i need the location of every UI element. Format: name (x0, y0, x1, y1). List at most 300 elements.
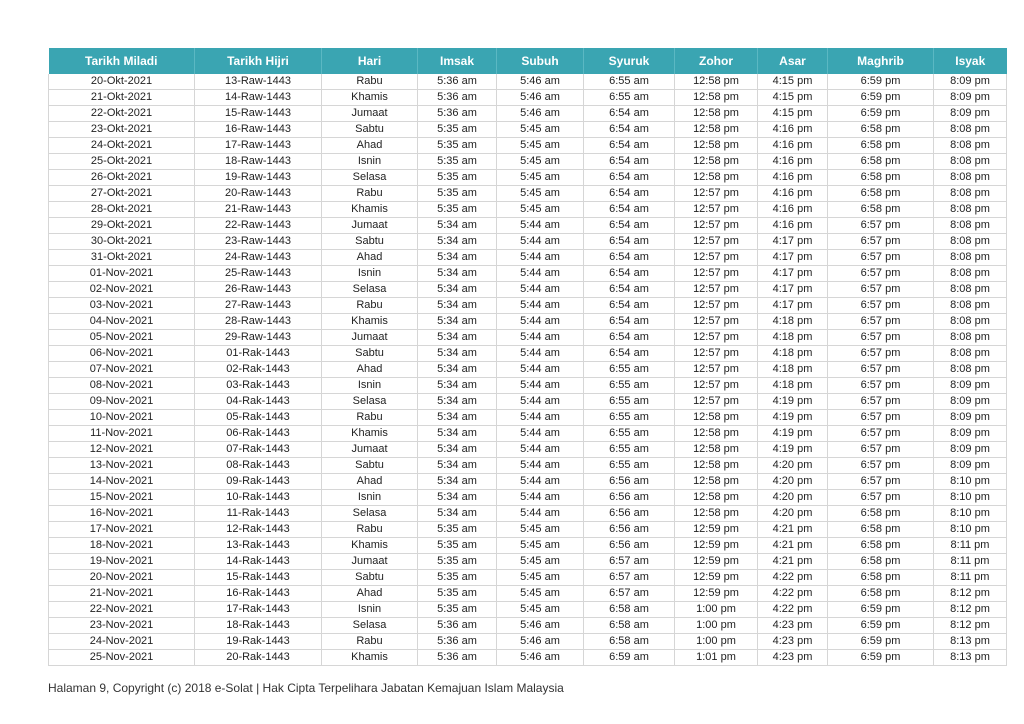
cell-maghrib: 6:59 pm (828, 634, 934, 650)
cell-asar: 4:20 pm (758, 490, 828, 506)
cell-asar: 4:18 pm (758, 346, 828, 362)
cell-syuruk: 6:54 am (584, 234, 675, 250)
cell-tarikh-hijri: 28-Raw-1443 (195, 314, 322, 330)
cell-asar: 4:17 pm (758, 298, 828, 314)
cell-hari: Sabtu (322, 570, 418, 586)
column-header-subuh: Subuh (497, 48, 584, 74)
cell-zohor: 12:57 pm (675, 250, 758, 266)
cell-imsak: 5:35 am (418, 602, 497, 618)
cell-maghrib: 6:59 pm (828, 90, 934, 106)
cell-zohor: 12:58 pm (675, 474, 758, 490)
cell-subuh: 5:44 am (497, 378, 584, 394)
cell-isyak: 8:12 pm (934, 618, 1007, 634)
cell-subuh: 5:44 am (497, 426, 584, 442)
cell-hari: Khamis (322, 426, 418, 442)
cell-imsak: 5:36 am (418, 634, 497, 650)
cell-tarikh-miladi: 04-Nov-2021 (49, 314, 195, 330)
cell-hari: Jumaat (322, 442, 418, 458)
cell-isyak: 8:09 pm (934, 378, 1007, 394)
cell-hari: Ahad (322, 586, 418, 602)
cell-syuruk: 6:54 am (584, 314, 675, 330)
cell-hari: Isnin (322, 602, 418, 618)
cell-tarikh-miladi: 25-Nov-2021 (49, 650, 195, 666)
table-row (49, 410, 1007, 426)
cell-zohor: 12:58 pm (675, 106, 758, 122)
cell-zohor: 1:00 pm (675, 602, 758, 618)
cell-zohor: 12:59 pm (675, 570, 758, 586)
cell-maghrib: 6:57 pm (828, 282, 934, 298)
cell-imsak: 5:34 am (418, 362, 497, 378)
cell-hari: Khamis (322, 538, 418, 554)
cell-zohor: 12:57 pm (675, 218, 758, 234)
cell-zohor: 12:58 pm (675, 442, 758, 458)
cell-subuh: 5:44 am (497, 362, 584, 378)
cell-isyak: 8:08 pm (934, 266, 1007, 282)
cell-tarikh-hijri: 13-Rak-1443 (195, 538, 322, 554)
cell-subuh: 5:46 am (497, 74, 584, 90)
cell-zohor: 12:57 pm (675, 394, 758, 410)
table-row (49, 650, 1007, 666)
table-row (49, 74, 1007, 90)
table-row (49, 602, 1007, 618)
cell-zohor: 12:59 pm (675, 522, 758, 538)
cell-imsak: 5:34 am (418, 426, 497, 442)
cell-zohor: 12:57 pm (675, 202, 758, 218)
cell-tarikh-hijri: 19-Raw-1443 (195, 170, 322, 186)
cell-subuh: 5:45 am (497, 538, 584, 554)
cell-isyak: 8:09 pm (934, 394, 1007, 410)
cell-imsak: 5:34 am (418, 394, 497, 410)
cell-tarikh-hijri: 06-Rak-1443 (195, 426, 322, 442)
cell-asar: 4:23 pm (758, 618, 828, 634)
cell-subuh: 5:44 am (497, 506, 584, 522)
cell-syuruk: 6:54 am (584, 218, 675, 234)
cell-tarikh-hijri: 09-Rak-1443 (195, 474, 322, 490)
cell-isyak: 8:08 pm (934, 154, 1007, 170)
cell-imsak: 5:36 am (418, 74, 497, 90)
cell-tarikh-miladi: 30-Okt-2021 (49, 234, 195, 250)
cell-zohor: 12:58 pm (675, 426, 758, 442)
table-row (49, 314, 1007, 330)
cell-asar: 4:20 pm (758, 458, 828, 474)
cell-asar: 4:18 pm (758, 314, 828, 330)
cell-imsak: 5:34 am (418, 506, 497, 522)
cell-tarikh-miladi: 15-Nov-2021 (49, 490, 195, 506)
table-row (49, 490, 1007, 506)
cell-hari: Isnin (322, 378, 418, 394)
cell-imsak: 5:34 am (418, 346, 497, 362)
cell-maghrib: 6:58 pm (828, 154, 934, 170)
cell-asar: 4:22 pm (758, 586, 828, 602)
cell-syuruk: 6:55 am (584, 394, 675, 410)
table-row (49, 378, 1007, 394)
cell-isyak: 8:11 pm (934, 554, 1007, 570)
cell-hari: Sabtu (322, 458, 418, 474)
cell-zohor: 12:57 pm (675, 362, 758, 378)
cell-imsak: 5:35 am (418, 138, 497, 154)
cell-isyak: 8:09 pm (934, 410, 1007, 426)
table-row (49, 538, 1007, 554)
page-footer: Halaman 9, Copyright (c) 2018 e-Solat | Hak Cipta Terpelihara Jabatan Kemajuan Islam Malaysia (48, 681, 564, 695)
cell-tarikh-miladi: 22-Okt-2021 (49, 106, 195, 122)
cell-zohor: 1:00 pm (675, 618, 758, 634)
column-header-imsak: Imsak (418, 48, 497, 74)
cell-syuruk: 6:57 am (584, 586, 675, 602)
cell-hari: Isnin (322, 154, 418, 170)
cell-tarikh-hijri: 23-Raw-1443 (195, 234, 322, 250)
cell-subuh: 5:45 am (497, 186, 584, 202)
cell-asar: 4:22 pm (758, 602, 828, 618)
table-row (49, 186, 1007, 202)
cell-tarikh-miladi: 25-Okt-2021 (49, 154, 195, 170)
table-row (49, 170, 1007, 186)
cell-imsak: 5:35 am (418, 570, 497, 586)
cell-syuruk: 6:54 am (584, 282, 675, 298)
cell-maghrib: 6:57 pm (828, 250, 934, 266)
cell-zohor: 12:57 pm (675, 314, 758, 330)
cell-tarikh-hijri: 05-Rak-1443 (195, 410, 322, 426)
cell-hari: Khamis (322, 202, 418, 218)
cell-imsak: 5:34 am (418, 298, 497, 314)
cell-syuruk: 6:54 am (584, 250, 675, 266)
table-row (49, 202, 1007, 218)
cell-tarikh-hijri: 14-Raw-1443 (195, 90, 322, 106)
cell-imsak: 5:34 am (418, 218, 497, 234)
table-row (49, 298, 1007, 314)
cell-subuh: 5:45 am (497, 554, 584, 570)
cell-syuruk: 6:54 am (584, 186, 675, 202)
cell-hari: Khamis (322, 90, 418, 106)
column-header-isyak: Isyak (934, 48, 1007, 74)
table-row (49, 618, 1007, 634)
cell-maghrib: 6:58 pm (828, 538, 934, 554)
cell-asar: 4:19 pm (758, 426, 828, 442)
cell-asar: 4:16 pm (758, 218, 828, 234)
cell-maghrib: 6:58 pm (828, 170, 934, 186)
cell-subuh: 5:45 am (497, 570, 584, 586)
cell-imsak: 5:34 am (418, 314, 497, 330)
cell-hari: Jumaat (322, 554, 418, 570)
cell-tarikh-hijri: 15-Raw-1443 (195, 106, 322, 122)
cell-asar: 4:21 pm (758, 554, 828, 570)
cell-asar: 4:16 pm (758, 202, 828, 218)
cell-syuruk: 6:57 am (584, 554, 675, 570)
cell-asar: 4:17 pm (758, 234, 828, 250)
cell-syuruk: 6:54 am (584, 122, 675, 138)
cell-hari: Selasa (322, 506, 418, 522)
cell-imsak: 5:34 am (418, 378, 497, 394)
cell-tarikh-miladi: 21-Nov-2021 (49, 586, 195, 602)
cell-asar: 4:21 pm (758, 538, 828, 554)
cell-hari: Jumaat (322, 106, 418, 122)
header-row (49, 48, 1007, 74)
cell-subuh: 5:44 am (497, 474, 584, 490)
table-row (49, 362, 1007, 378)
cell-subuh: 5:46 am (497, 634, 584, 650)
column-header-hari: Hari (322, 48, 418, 74)
cell-subuh: 5:44 am (497, 394, 584, 410)
cell-maghrib: 6:59 pm (828, 106, 934, 122)
cell-isyak: 8:10 pm (934, 506, 1007, 522)
cell-subuh: 5:45 am (497, 170, 584, 186)
table-body (49, 74, 1007, 666)
cell-asar: 4:17 pm (758, 282, 828, 298)
cell-maghrib: 6:58 pm (828, 570, 934, 586)
cell-hari: Rabu (322, 298, 418, 314)
cell-hari: Selasa (322, 394, 418, 410)
cell-tarikh-hijri: 21-Raw-1443 (195, 202, 322, 218)
cell-zohor: 1:00 pm (675, 634, 758, 650)
cell-imsak: 5:34 am (418, 442, 497, 458)
cell-maghrib: 6:57 pm (828, 234, 934, 250)
cell-isyak: 8:10 pm (934, 490, 1007, 506)
cell-imsak: 5:36 am (418, 618, 497, 634)
cell-imsak: 5:36 am (418, 106, 497, 122)
cell-tarikh-miladi: 13-Nov-2021 (49, 458, 195, 474)
cell-maghrib: 6:58 pm (828, 506, 934, 522)
cell-maghrib: 6:57 pm (828, 474, 934, 490)
cell-maghrib: 6:57 pm (828, 330, 934, 346)
cell-tarikh-hijri: 10-Rak-1443 (195, 490, 322, 506)
cell-tarikh-miladi: 18-Nov-2021 (49, 538, 195, 554)
cell-isyak: 8:09 pm (934, 426, 1007, 442)
cell-subuh: 5:44 am (497, 314, 584, 330)
cell-subuh: 5:44 am (497, 490, 584, 506)
cell-tarikh-hijri: 20-Raw-1443 (195, 186, 322, 202)
cell-tarikh-miladi: 03-Nov-2021 (49, 298, 195, 314)
cell-tarikh-hijri: 08-Rak-1443 (195, 458, 322, 474)
cell-tarikh-miladi: 11-Nov-2021 (49, 426, 195, 442)
cell-isyak: 8:08 pm (934, 314, 1007, 330)
cell-isyak: 8:13 pm (934, 650, 1007, 666)
cell-tarikh-hijri: 19-Rak-1443 (195, 634, 322, 650)
cell-syuruk: 6:54 am (584, 346, 675, 362)
cell-hari: Selasa (322, 618, 418, 634)
cell-imsak: 5:34 am (418, 410, 497, 426)
cell-hari: Rabu (322, 410, 418, 426)
cell-tarikh-hijri: 24-Raw-1443 (195, 250, 322, 266)
cell-subuh: 5:44 am (497, 234, 584, 250)
cell-asar: 4:17 pm (758, 250, 828, 266)
cell-hari: Jumaat (322, 330, 418, 346)
cell-imsak: 5:34 am (418, 458, 497, 474)
cell-zohor: 12:58 pm (675, 410, 758, 426)
column-header-tarikh-hijri: Tarikh Hijri (195, 48, 322, 74)
table-row (49, 266, 1007, 282)
cell-tarikh-miladi: 21-Okt-2021 (49, 90, 195, 106)
cell-hari: Sabtu (322, 346, 418, 362)
cell-tarikh-miladi: 10-Nov-2021 (49, 410, 195, 426)
cell-tarikh-miladi: 22-Nov-2021 (49, 602, 195, 618)
cell-subuh: 5:45 am (497, 122, 584, 138)
cell-hari: Selasa (322, 282, 418, 298)
cell-subuh: 5:46 am (497, 106, 584, 122)
table-row (49, 442, 1007, 458)
column-header-syuruk: Syuruk (584, 48, 675, 74)
cell-hari: Rabu (322, 74, 418, 90)
cell-asar: 4:23 pm (758, 650, 828, 666)
column-header-tarikh-miladi: Tarikh Miladi (49, 48, 195, 74)
cell-isyak: 8:08 pm (934, 170, 1007, 186)
table-row (49, 394, 1007, 410)
cell-hari: Sabtu (322, 234, 418, 250)
cell-subuh: 5:44 am (497, 218, 584, 234)
cell-tarikh-hijri: 20-Rak-1443 (195, 650, 322, 666)
cell-zohor: 1:01 pm (675, 650, 758, 666)
table-row (49, 90, 1007, 106)
cell-isyak: 8:08 pm (934, 138, 1007, 154)
cell-subuh: 5:44 am (497, 458, 584, 474)
cell-tarikh-hijri: 18-Raw-1443 (195, 154, 322, 170)
cell-asar: 4:19 pm (758, 410, 828, 426)
cell-syuruk: 6:55 am (584, 362, 675, 378)
cell-tarikh-miladi: 29-Okt-2021 (49, 218, 195, 234)
cell-maghrib: 6:57 pm (828, 266, 934, 282)
cell-isyak: 8:08 pm (934, 298, 1007, 314)
cell-isyak: 8:10 pm (934, 522, 1007, 538)
cell-syuruk: 6:54 am (584, 154, 675, 170)
cell-syuruk: 6:54 am (584, 266, 675, 282)
cell-imsak: 5:34 am (418, 234, 497, 250)
cell-tarikh-miladi: 28-Okt-2021 (49, 202, 195, 218)
cell-maghrib: 6:57 pm (828, 458, 934, 474)
cell-syuruk: 6:54 am (584, 170, 675, 186)
table-row (49, 426, 1007, 442)
cell-tarikh-miladi: 09-Nov-2021 (49, 394, 195, 410)
cell-asar: 4:15 pm (758, 90, 828, 106)
cell-maghrib: 6:57 pm (828, 378, 934, 394)
cell-syuruk: 6:56 am (584, 522, 675, 538)
cell-isyak: 8:08 pm (934, 218, 1007, 234)
cell-hari: Ahad (322, 138, 418, 154)
cell-zohor: 12:57 pm (675, 298, 758, 314)
cell-zohor: 12:58 pm (675, 458, 758, 474)
cell-isyak: 8:11 pm (934, 538, 1007, 554)
cell-subuh: 5:45 am (497, 602, 584, 618)
table-row (49, 474, 1007, 490)
cell-syuruk: 6:58 am (584, 618, 675, 634)
cell-syuruk: 6:55 am (584, 74, 675, 90)
cell-tarikh-hijri: 25-Raw-1443 (195, 266, 322, 282)
cell-maghrib: 6:57 pm (828, 490, 934, 506)
cell-syuruk: 6:55 am (584, 90, 675, 106)
cell-tarikh-hijri: 27-Raw-1443 (195, 298, 322, 314)
cell-syuruk: 6:56 am (584, 538, 675, 554)
cell-asar: 4:17 pm (758, 266, 828, 282)
cell-isyak: 8:08 pm (934, 250, 1007, 266)
cell-subuh: 5:44 am (497, 282, 584, 298)
table-row (49, 586, 1007, 602)
table-row (49, 570, 1007, 586)
cell-zohor: 12:58 pm (675, 490, 758, 506)
cell-isyak: 8:10 pm (934, 474, 1007, 490)
cell-asar: 4:16 pm (758, 186, 828, 202)
cell-hari: Selasa (322, 170, 418, 186)
cell-hari: Ahad (322, 250, 418, 266)
cell-tarikh-miladi: 27-Okt-2021 (49, 186, 195, 202)
cell-asar: 4:18 pm (758, 362, 828, 378)
cell-isyak: 8:09 pm (934, 90, 1007, 106)
cell-zohor: 12:58 pm (675, 74, 758, 90)
cell-maghrib: 6:58 pm (828, 138, 934, 154)
cell-zohor: 12:57 pm (675, 186, 758, 202)
table-row (49, 506, 1007, 522)
cell-tarikh-hijri: 22-Raw-1443 (195, 218, 322, 234)
cell-asar: 4:16 pm (758, 122, 828, 138)
cell-syuruk: 6:59 am (584, 650, 675, 666)
column-header-maghrib: Maghrib (828, 48, 934, 74)
cell-tarikh-hijri: 14-Rak-1443 (195, 554, 322, 570)
cell-syuruk: 6:54 am (584, 298, 675, 314)
cell-zohor: 12:58 pm (675, 506, 758, 522)
cell-syuruk: 6:56 am (584, 506, 675, 522)
table-row (49, 282, 1007, 298)
cell-zohor: 12:58 pm (675, 154, 758, 170)
cell-hari: Ahad (322, 474, 418, 490)
cell-imsak: 5:34 am (418, 490, 497, 506)
cell-syuruk: 6:56 am (584, 474, 675, 490)
cell-asar: 4:16 pm (758, 154, 828, 170)
cell-isyak: 8:08 pm (934, 282, 1007, 298)
cell-asar: 4:15 pm (758, 106, 828, 122)
cell-subuh: 5:45 am (497, 138, 584, 154)
cell-tarikh-miladi: 31-Okt-2021 (49, 250, 195, 266)
cell-asar: 4:18 pm (758, 378, 828, 394)
cell-maghrib: 6:58 pm (828, 554, 934, 570)
cell-tarikh-miladi: 23-Okt-2021 (49, 122, 195, 138)
cell-maghrib: 6:57 pm (828, 362, 934, 378)
cell-subuh: 5:44 am (497, 442, 584, 458)
cell-tarikh-hijri: 15-Rak-1443 (195, 570, 322, 586)
cell-imsak: 5:34 am (418, 474, 497, 490)
cell-maghrib: 6:58 pm (828, 522, 934, 538)
column-header-zohor: Zohor (675, 48, 758, 74)
cell-syuruk: 6:55 am (584, 442, 675, 458)
cell-tarikh-miladi: 07-Nov-2021 (49, 362, 195, 378)
cell-tarikh-miladi: 16-Nov-2021 (49, 506, 195, 522)
cell-tarikh-miladi: 20-Nov-2021 (49, 570, 195, 586)
cell-tarikh-hijri: 02-Rak-1443 (195, 362, 322, 378)
cell-imsak: 5:35 am (418, 522, 497, 538)
cell-tarikh-miladi: 05-Nov-2021 (49, 330, 195, 346)
table-row (49, 554, 1007, 570)
cell-subuh: 5:44 am (497, 250, 584, 266)
cell-maghrib: 6:59 pm (828, 618, 934, 634)
cell-asar: 4:23 pm (758, 634, 828, 650)
cell-syuruk: 6:54 am (584, 138, 675, 154)
cell-isyak: 8:08 pm (934, 202, 1007, 218)
cell-imsak: 5:35 am (418, 170, 497, 186)
cell-asar: 4:21 pm (758, 522, 828, 538)
table-row (49, 522, 1007, 538)
cell-tarikh-miladi: 26-Okt-2021 (49, 170, 195, 186)
cell-hari: Isnin (322, 266, 418, 282)
cell-zohor: 12:57 pm (675, 378, 758, 394)
cell-subuh: 5:46 am (497, 618, 584, 634)
cell-hari: Rabu (322, 522, 418, 538)
cell-asar: 4:22 pm (758, 570, 828, 586)
cell-syuruk: 6:57 am (584, 570, 675, 586)
cell-isyak: 8:08 pm (934, 362, 1007, 378)
table-row (49, 250, 1007, 266)
cell-zohor: 12:59 pm (675, 538, 758, 554)
cell-maghrib: 6:59 pm (828, 650, 934, 666)
cell-subuh: 5:45 am (497, 202, 584, 218)
cell-imsak: 5:35 am (418, 202, 497, 218)
cell-isyak: 8:12 pm (934, 586, 1007, 602)
cell-maghrib: 6:58 pm (828, 122, 934, 138)
cell-asar: 4:19 pm (758, 442, 828, 458)
